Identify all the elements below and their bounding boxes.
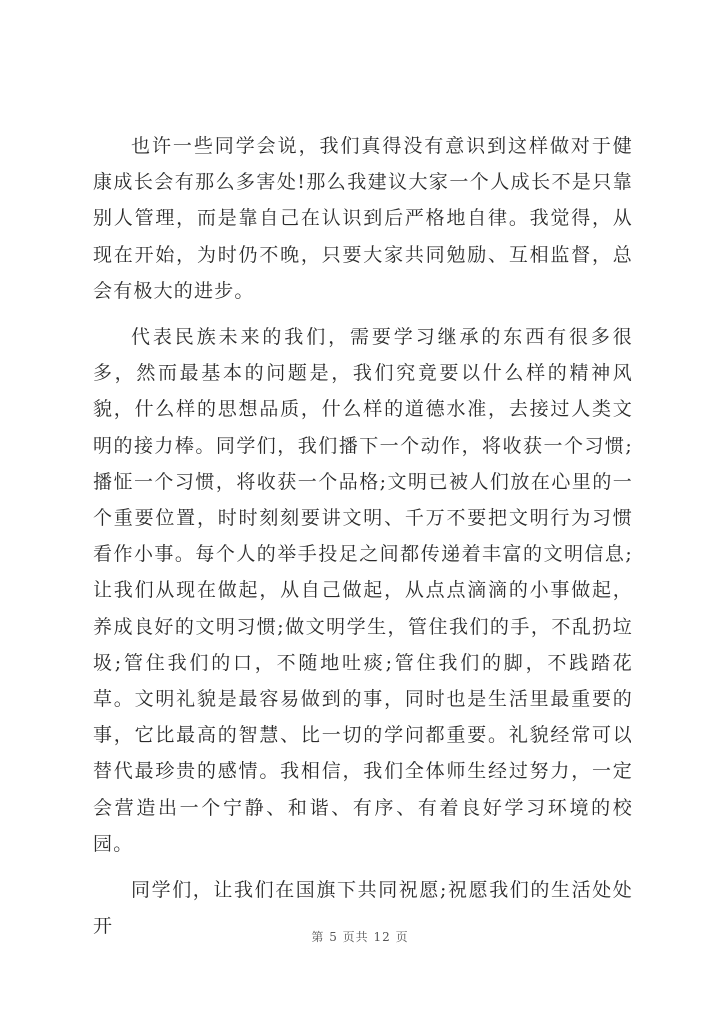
paragraph-2: 代表民族未来的我们，需要学习继承的东西有很多很多，然而最基本的问题是，我们究竟要以什么样的精神风貌，什么样的思想品质，什么样的道德水准，去接过人类文明的接力棒。同学们，我们播下一个动作，将收获一个习惯;播怔一个习惯，将收获一个品格;文明已被人们放在心里的一个重要位置，时时刻刻要讲文明、千万不要把文明行为习惯看作小事。每个人的举手投足之间都传递着丰富的文明信息;让我们从现在做起，从自己做起，从点点滴滴的小事做起，养成良好的文明习惯;做文明学生，管住我们的手，不乱扔垃圾;管住我们的口，不随地吐痰;管住我们的脚，不践踏花草。文明礼貌是最容易做到的事，同时也是生活里最重要的事，它比最高的智慧、比一切的学问都重要。礼貌经常可以替代最珍贵的感情。我相信，我们全体师生经过努力，一定会营造出一个宁静、和谐、有序、有着良好学习环境的校园。 <box>93 326 633 855</box>
paragraph-3: 同学们，让我们在国旗下共同祝愿;祝愿我们的生活处处开 <box>93 879 633 938</box>
paragraph-1: 也许一些同学会说，我们真得没有意识到这样做对于健康成长会有那么多害处!那么我建议大家一个人成长不是只靠别人管理，而是靠自己在认识到后严格地自律。我觉得，从现在开始，为时仍不晚，只要大家共同勉励、互相监督，总会有极大的进步。 <box>93 135 633 302</box>
page-footer: 第 5 页共 12 页 <box>311 930 409 944</box>
document-body <box>93 128 633 944</box>
